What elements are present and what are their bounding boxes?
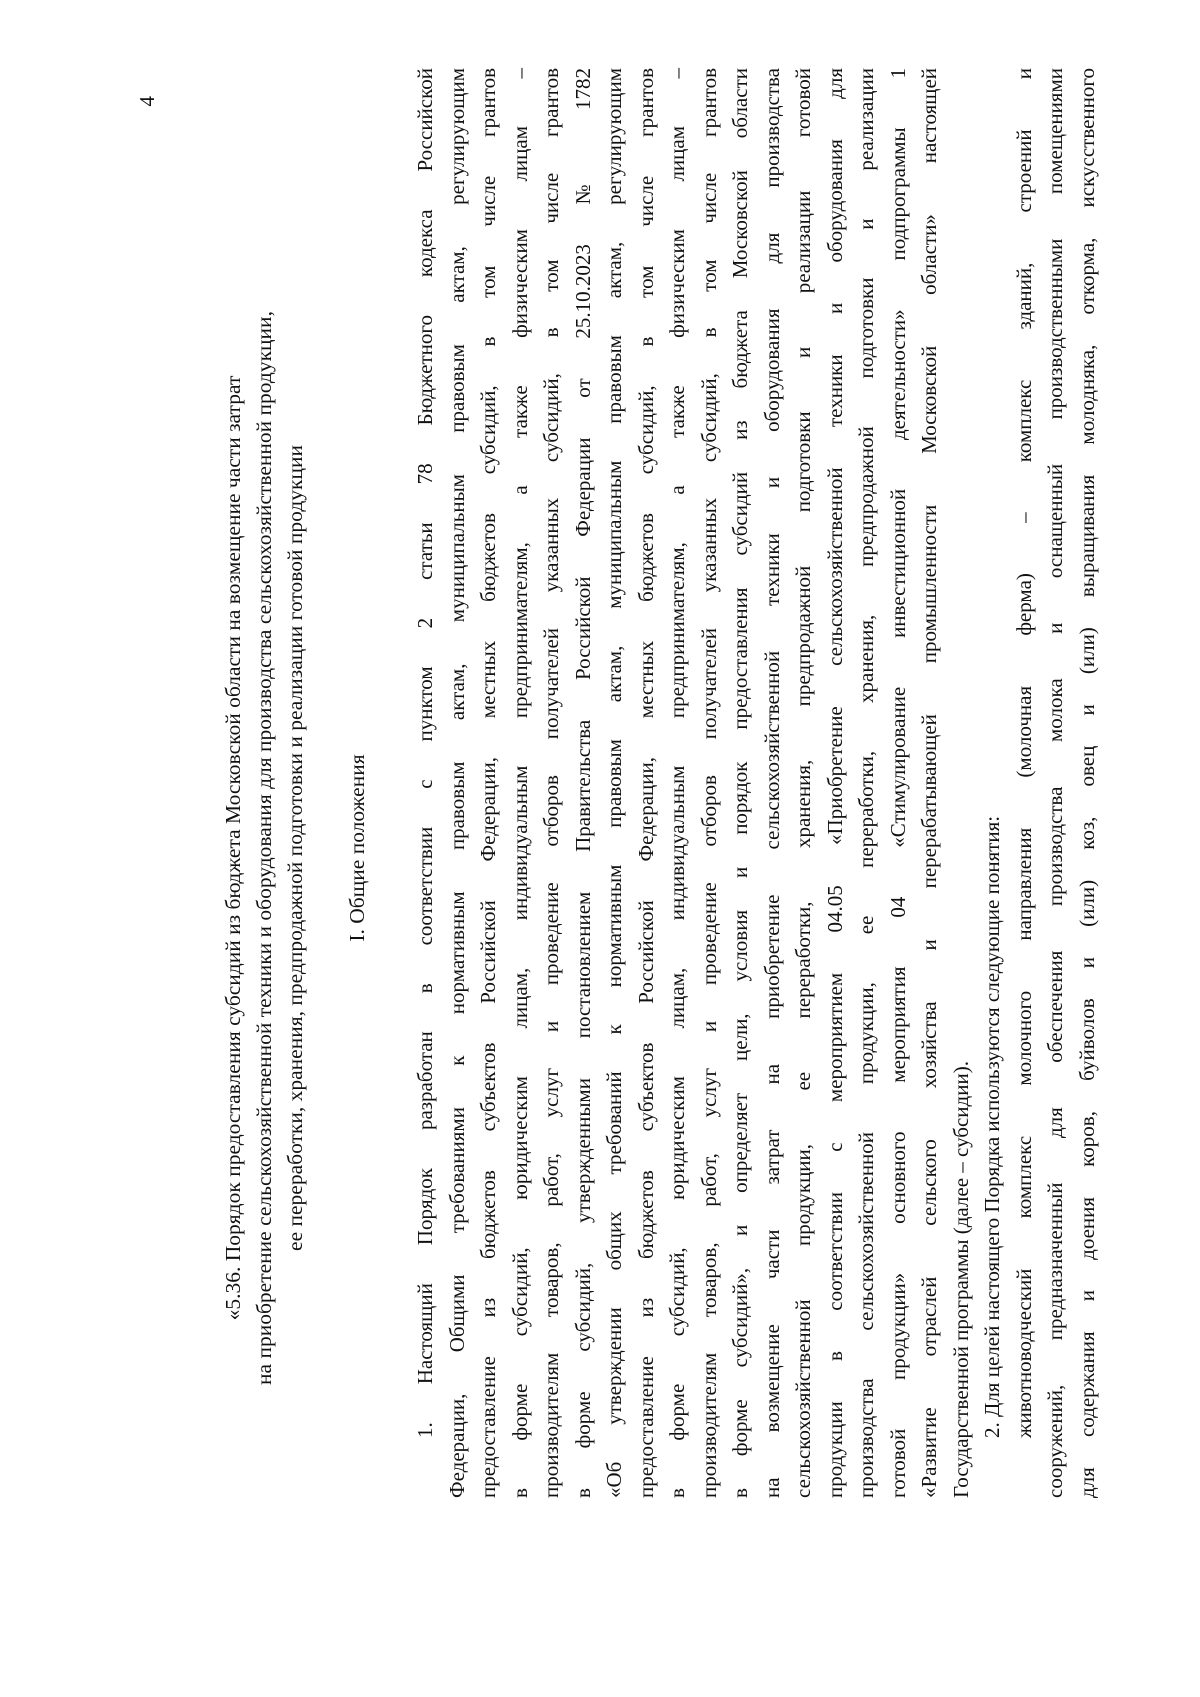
body-line: в форме субсидий», и определяет цели, условия и порядок предоставления субсидий из бюджета Московской области bbox=[728, 68, 752, 1498]
page-number: 4 bbox=[135, 96, 159, 107]
body-line: продукции в соответствии с мероприятием 04.05 «Приобретение сельскохозяйственной техники и оборудования для bbox=[822, 68, 847, 1498]
body-line: для содержания и доения коров, буйволов и (или) коз, овец и (или) выращивания молодняка, откорма, искусственного bbox=[1074, 68, 1099, 1498]
body-line: «Развитие отраслей сельского хозяйства и перерабатывающей промышленности Московской области» настоящей bbox=[917, 68, 941, 1498]
title-line: ее переработки, хранения, предпродажной подготовки и реализации готовой продукции bbox=[283, 445, 307, 1251]
body-line: сооружений, предназначенный для обеспечения производства молока и оснащенный производственными помещениями bbox=[1043, 68, 1067, 1498]
section-heading: I. Общие положения bbox=[345, 754, 369, 942]
body-line: Федерации, Общими требованиями к нормативным правовым актам, муниципальным правовым актам, регулирующим bbox=[444, 68, 469, 1498]
body-line: сельскохозяйственной продукции, ее переработки, хранения, предпродажной подготовки и реализации готовой bbox=[791, 68, 815, 1498]
body-line: на возмещение части затрат на приобретение сельскохозяйственной техники и оборудования для производства bbox=[759, 68, 784, 1498]
title-line: на приобретение сельскохозяйственной техники и оборудования для производства сельскохозяйственной продукции, bbox=[252, 311, 276, 1385]
body-line: в форме субсидий, юридическим лицам, индивидуальным предпринимателям, а также физическим лицам – bbox=[507, 68, 532, 1498]
title-line: «5.36. Порядок предоставления субсидий из бюджета Московской области на возмещение части затрат bbox=[221, 375, 245, 1321]
document-body bbox=[410, 68, 1103, 1498]
body-line: предоставление из бюджетов субъектов Российской Федерации, местных бюджетов субсидий, в том числе грантов bbox=[633, 68, 658, 1498]
document-title bbox=[218, 208, 311, 1488]
body-line: производителям товаров, работ, услуг и проведение отборов получателей указанных субсидий, в том числе грантов bbox=[696, 68, 721, 1498]
body-line: предоставление из бюджетов субъектов Российской Федерации, местных бюджетов субсидий, в том числе грантов bbox=[476, 68, 500, 1498]
body-line: в форме субсидий, юридическим лицам, индивидуальным предпринимателям, а также физическим лицам – bbox=[665, 68, 689, 1498]
body-line: 2. Для целей настоящего Порядка используются следующие понятия: bbox=[980, 815, 1004, 1438]
body-line: Государственной программы (далее – субсидии). bbox=[948, 1061, 973, 1498]
body-line: животноводческий комплекс молочного направления (молочная ферма) – комплекс зданий, строений и bbox=[1011, 68, 1036, 1438]
body-line: «Об утверждении общих требований к нормативным правовым актам, муниципальным правовым актам, регулирующим bbox=[602, 68, 626, 1498]
body-line: производства сельскохозяйственной продукции, ее переработки, хранения, предпродажной подготовки и реализации bbox=[854, 68, 878, 1498]
body-line: готовой продукции» основного мероприятия 04 «Стимулирование инвестиционной деятельности» подпрограммы 1 bbox=[885, 68, 910, 1498]
body-line: производителям товаров, работ, услуг и проведение отборов получателей указанных субсидий, в том числе грантов bbox=[539, 68, 563, 1498]
body-line: в форме субсидий, утвержденными постановлением Правительства Российской Федерации от 25.10.2023 № 1782 bbox=[570, 68, 595, 1498]
rotated-document-page bbox=[60, 68, 1140, 1628]
body-line: 1. Настоящий Порядок разработан в соответствии с пунктом 2 статьи 78 Бюджетного кодекса Российской bbox=[413, 68, 437, 1438]
